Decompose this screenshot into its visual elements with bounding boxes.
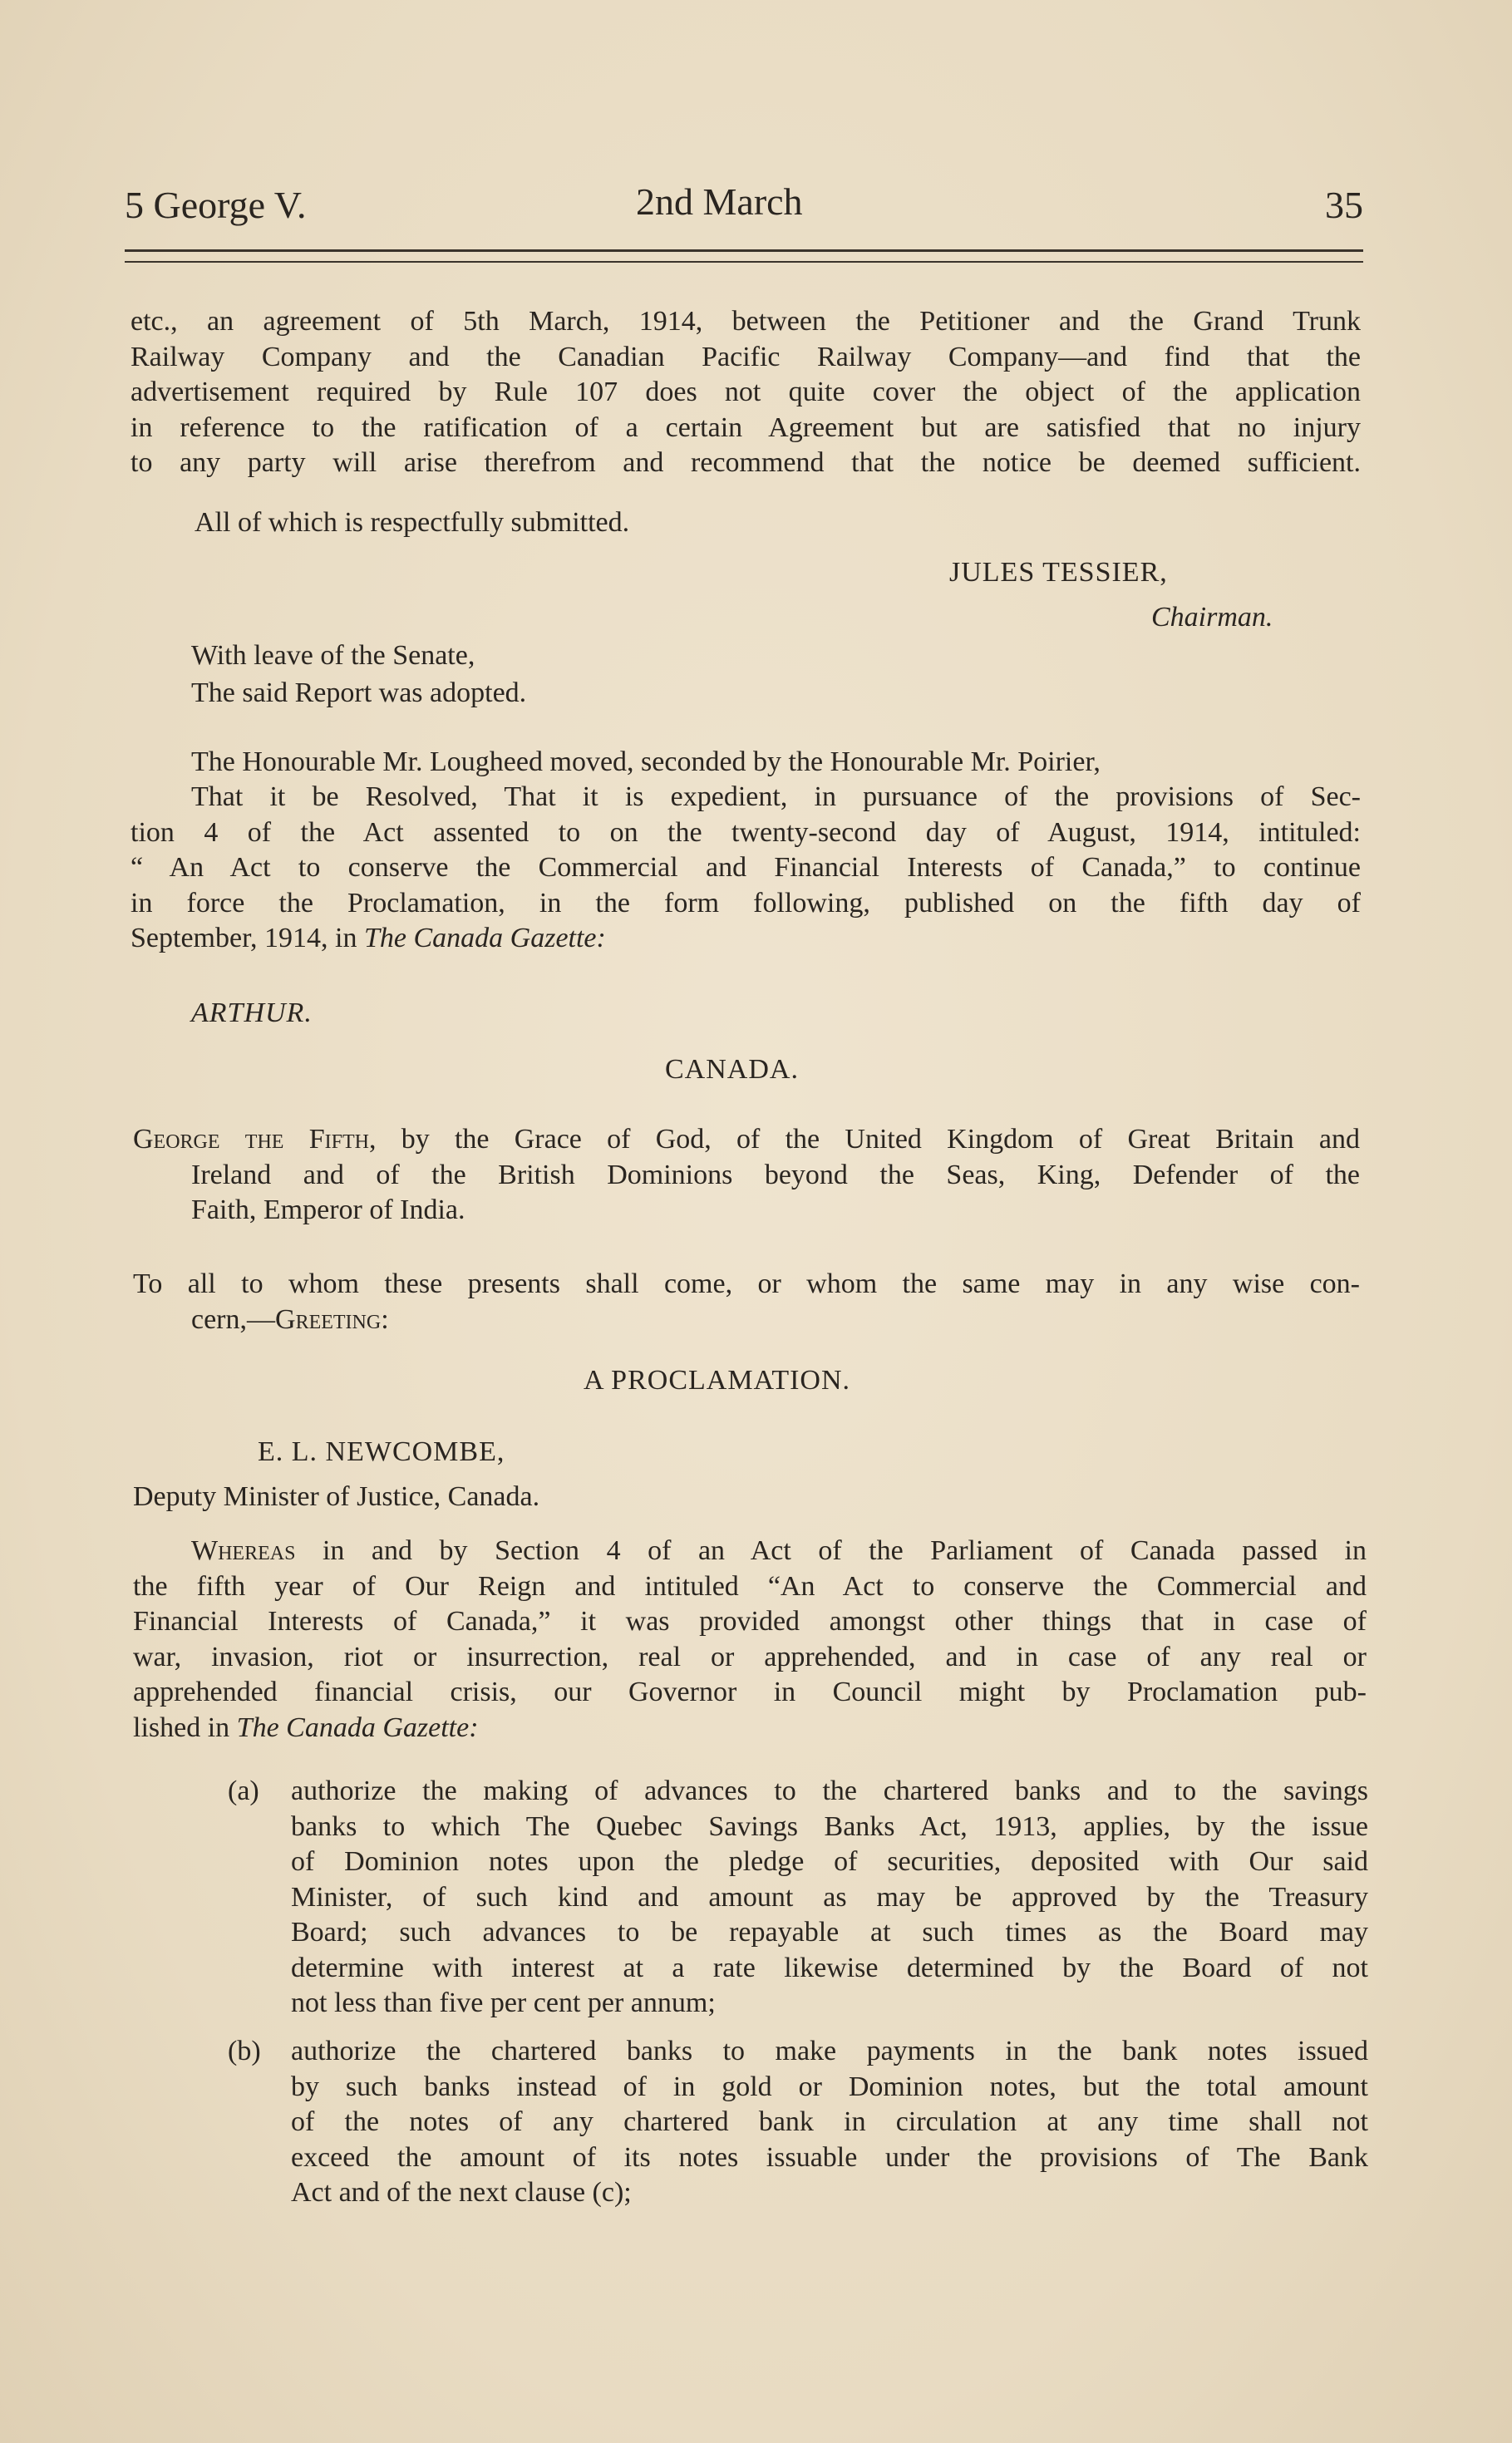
text-line: George the Fifth, by the Grace of God, of the United Kingdom of Great Britain and [133, 1124, 1360, 1155]
header-date: 2nd March [636, 180, 803, 223]
text-line: of the notes of any chartered bank in circulation at any time shall not [291, 2106, 1368, 2137]
header-regnal-year: 5 George V. [125, 184, 307, 226]
clause-a-text [291, 1774, 1368, 2022]
header-rule-thin [125, 261, 1363, 263]
text-line: determine with interest at a rate likewise determined by the Board of not [291, 1952, 1368, 1983]
motion-moved-line: The Honourable Mr. Lougheed moved, seconded by the Honourable Mr. Poirier, [191, 746, 1101, 777]
signature-title: Chairman. [1151, 602, 1273, 633]
sovereign-title-paragraph [133, 1122, 1360, 1229]
text-line: etc., an agreement of 5th March, 1914, between the Petitioner and the Grand Trunk [131, 306, 1361, 337]
text-line: exceed the amount of its notes issuable under the provisions of The Bank [291, 2141, 1368, 2173]
text-line: war, invasion, riot or insurrection, real or apprehended, and in case of any real or [133, 1641, 1367, 1672]
text-line: advertisement required by Rule 107 does not quite cover the object of the application [131, 377, 1361, 407]
text-line: To all to whom these presents shall come, or whom the same may in any wise con- [133, 1268, 1360, 1299]
text-line: Railway Company and the Canadian Pacific Railway Company—and find that the [131, 341, 1361, 372]
text-line: Minister, of such kind and amount as may be approved by the Treasury [291, 1881, 1368, 1913]
canada-heading: CANADA. [665, 1054, 799, 1085]
greeting-paragraph [133, 1267, 1360, 1337]
adopted-line: The said Report was adopted. [191, 677, 527, 708]
clause-b-text [291, 2034, 1368, 2211]
clause-b-label: (b) [228, 2036, 261, 2066]
text-line: That it be Resolved, That it is expedient, in pursuance of the provisions of Sec- [191, 781, 1361, 812]
whereas-word: Whereas [191, 1535, 296, 1566]
text-line: not less than five per cent per annum; [291, 1987, 716, 2018]
text-line: cern,—Greeting: [191, 1303, 389, 1335]
gazette-title: The Canada Gazette: [236, 1712, 479, 1743]
text-line: authorize the making of advances to the chartered banks and to the savings [291, 1776, 1368, 1806]
gazette-title: The Canada Gazette: [363, 923, 606, 953]
submitted-line: All of which is respectfully submitted. [195, 507, 630, 538]
text-line: tion 4 of the Act assented to on the twenty-second day of August, 1914, intituled: [131, 816, 1361, 848]
greeting-word: Greeting [275, 1303, 382, 1335]
sovereign-name: George the Fifth, [133, 1124, 377, 1155]
motion-paragraph [131, 780, 1361, 957]
leave-line: With leave of the Senate, [191, 640, 475, 671]
text-line: “ An Act to conserve the Commercial and Financial Interests of Canada,” to continue [131, 852, 1361, 883]
text-line: the fifth year of Our Reign and intituled “An Act to conserve the Commercial and [133, 1570, 1367, 1602]
text-line: banks to which The Quebec Savings Banks Act, 1913, applies, by the issue [291, 1810, 1368, 1842]
deputy-name: E. L. NEWCOMBE, [258, 1436, 505, 1467]
text-line: authorize the chartered banks to make payments in the bank notes issued [291, 2036, 1368, 2066]
text-line: Financial Interests of Canada,” it was provided amongst other things that in case of [133, 1606, 1367, 1637]
text-line: Whereas in and by Section 4 of an Act of the Parliament of Canada passed in [191, 1535, 1367, 1566]
text-line: by such banks instead of in gold or Dominion notes, but the total amount [291, 2071, 1368, 2102]
deputy-title: Deputy Minister of Justice, Canada. [133, 1481, 540, 1512]
header-rule-thick [125, 249, 1363, 252]
text-line: Act and of the next clause (c); [291, 2177, 632, 2208]
text-line: Ireland and of the British Dominions beyond the Seas, King, Defender of the [191, 1159, 1360, 1190]
proclamation-title: A PROCLAMATION. [584, 1365, 851, 1396]
clause-a-label: (a) [228, 1776, 259, 1806]
report-paragraph [131, 304, 1361, 481]
page-number: 35 [1325, 184, 1363, 226]
text-line: in force the Proclamation, in the form following, published on the fifth day of [131, 887, 1361, 919]
text-line: Faith, Emperor of India. [191, 1194, 465, 1225]
text-line: lished in The Canada Gazette: [133, 1712, 479, 1743]
text-line: apprehended financial crisis, our Governor in Council might by Proclamation pub- [133, 1677, 1367, 1707]
text-line: Board; such advances to be repayable at such times as the Board may [291, 1917, 1368, 1948]
text-line: of Dominion notes upon the pledge of securities, deposited with Our said [291, 1846, 1368, 1877]
whereas-paragraph [133, 1534, 1367, 1746]
arthur-signature: ARTHUR. [191, 997, 313, 1028]
running-header [125, 173, 1363, 231]
text-line: September, 1914, in The Canada Gazette: [131, 923, 606, 953]
text-line: in reference to the ratification of a certain Agreement but are satisfied that no injury [131, 411, 1361, 443]
signature-name: JULES TESSIER, [949, 557, 1168, 588]
text-line: to any party will arise therefrom and recommend that the notice be deemed sufficient. [131, 447, 1361, 478]
